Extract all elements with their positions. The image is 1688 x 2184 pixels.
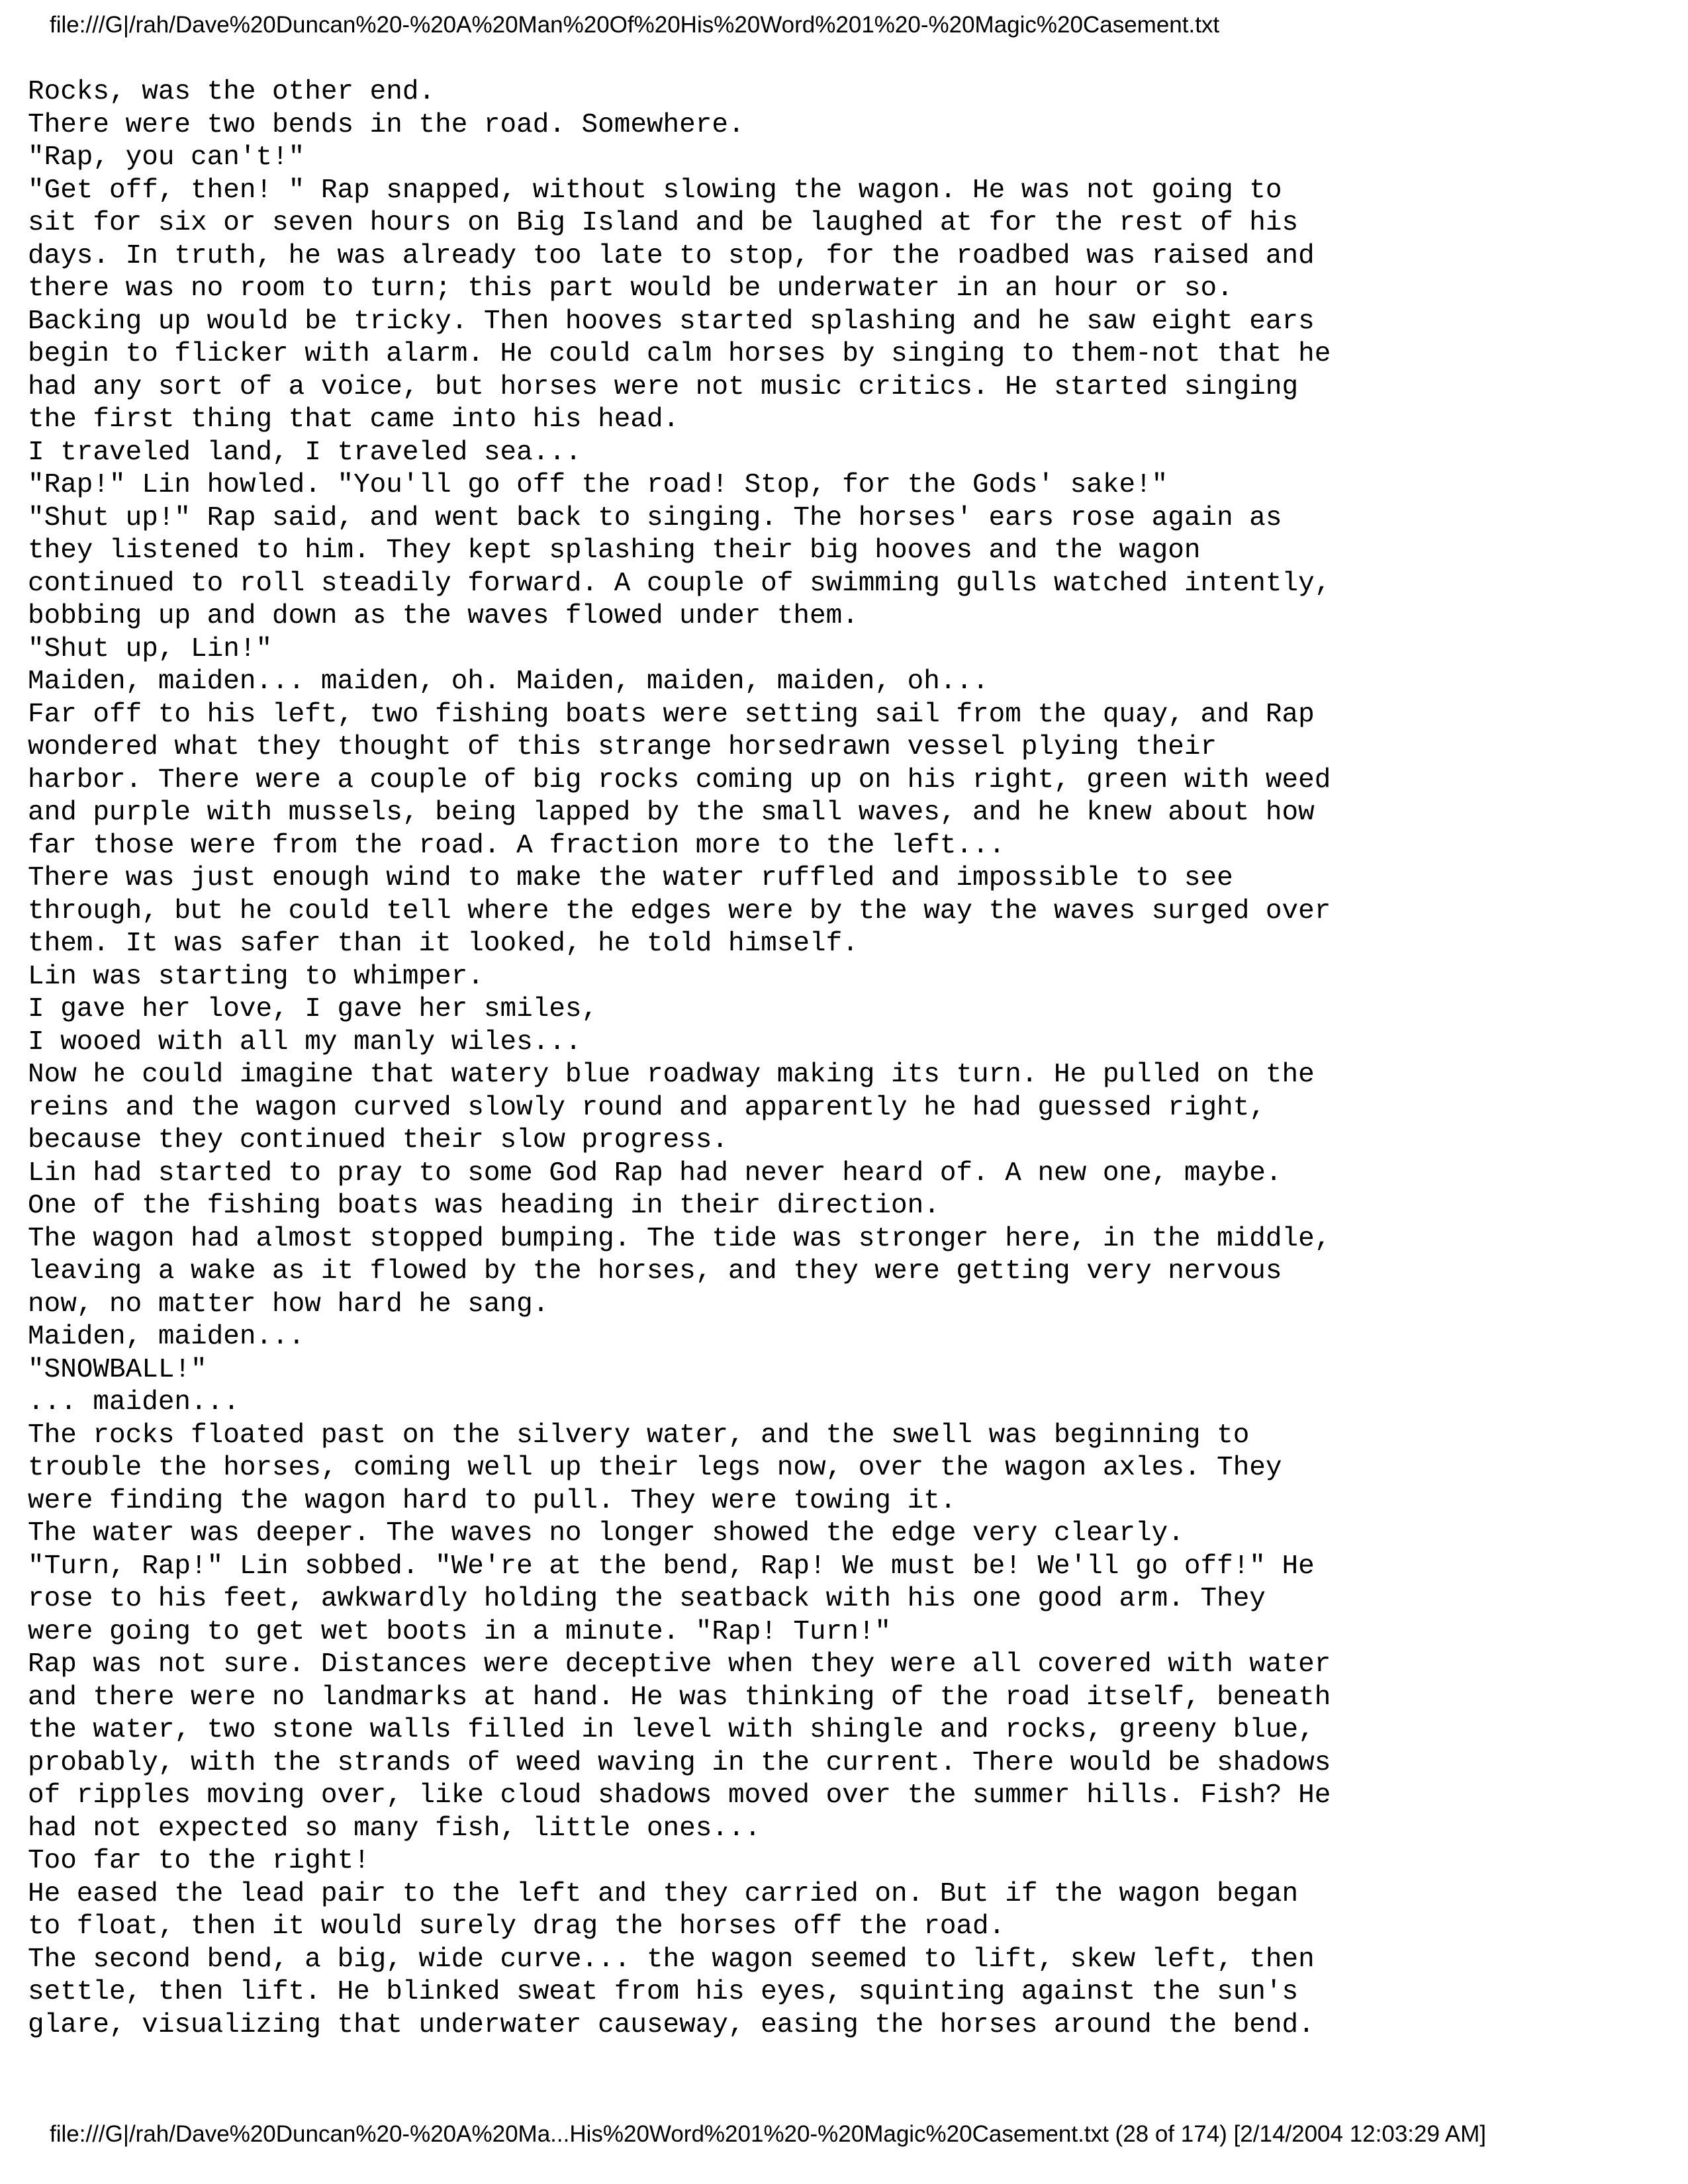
text-line: reins and the wagon curved slowly round and apparently he had guessed right, [28,1092,1266,1123]
text-line: Too far to the right! [28,1846,370,1876]
text-line: settle, then lift. He blinked sweat from his eyes, squinting against the sun's [28,1977,1299,2007]
text-line: the water, two stone walls filled in level with shingle and rocks, greeny blue, [28,1715,1315,1745]
text-line: There was just enough wind to make the water ruffled and impossible to see [28,863,1233,893]
text-line: "Rap!" Lin howled. "You'll go off the road! Stop, for the Gods' sake!" [28,470,1168,500]
text-line: and purple with mussels, being lapped by the small waves, and he knew about how [28,797,1315,828]
document-text [28,76,1331,2042]
text-line: "Get off, then! " Rap snapped, without slowing the wagon. He was not going to [28,175,1282,206]
text-line: One of the fishing boats was heading in their direction. [28,1191,940,1221]
text-line: I gave her love, I gave her smiles, [28,994,598,1024]
text-line: "Shut up, Lin!" [28,633,273,664]
text-line: Maiden, maiden... maiden, oh. Maiden, maiden, maiden, oh... [28,666,989,697]
text-line: to float, then it would surely drag the horses off the road. [28,1911,1006,1942]
text-line: were finding the wagon hard to pull. They were towing it. [28,1485,957,1516]
text-line: The rocks floated past on the silvery water, and the swell was beginning to [28,1420,1250,1451]
text-line: I wooed with all my manly wiles... [28,1026,582,1058]
text-line: harbor. There were a couple of big rocks coming up on his right, green with weed [28,764,1331,796]
text-line: Lin had started to pray to some God Rap had never heard of. A new one, maybe. [28,1158,1282,1189]
text-line: Backing up would be tricky. Then hooves started splashing and he saw eight ears [28,306,1315,337]
text-line: through, but he could tell where the edges were by the way the waves surged over [28,895,1331,927]
text-line: The water was deeper. The waves no longer showed the edge very clearly. [28,1518,1184,1549]
text-line: "Turn, Rap!" Lin sobbed. "We're at the bend, Rap! We must be! We'll go off!" He [28,1551,1315,1582]
text-line: "Rap, you can't!" [28,142,305,173]
text-line: days. In truth, he was already too late to stop, for the roadbed was raised and [28,240,1315,271]
text-line: now, no matter how hard he sang. [28,1289,549,1320]
text-line: Maiden, maiden... [28,1322,305,1352]
text-line: Now he could imagine that watery blue roadway making its turn. He pulled on the [28,1060,1315,1090]
text-line: ... maiden... [28,1387,240,1418]
text-line: Lin was starting to whimper. [28,961,484,992]
text-line: leaving a wake as it flowed by the horses, and they were getting very nervous [28,1256,1282,1287]
text-line: "Shut up!" Rap said, and went back to singing. The horses' ears rose again as [28,502,1282,533]
text-line: rose to his feet, awkwardly holding the seatback with his one good arm. They [28,1584,1266,1614]
text-line: of ripples moving over, like cloud shadows moved over the summer hills. Fish? He [28,1780,1331,1811]
text-line: because they continued their slow progress. [28,1125,728,1156]
text-line: and there were no landmarks at hand. He was thinking of the road itself, beneath [28,1682,1331,1713]
text-line: trouble the horses, coming well up their legs now, over the wagon axles. They [28,1453,1282,1483]
text-line: they listened to him. They kept splashing their big hooves and the wagon [28,535,1201,566]
text-line: wondered what they thought of this strange horsedrawn vessel plying their [28,732,1217,762]
footer-timestamp: [2/14/2004 12:03:29 AM] [1233,2121,1486,2147]
text-line: bobbing up and down as the waves flowed under them. [28,601,859,631]
text-line: He eased the lead pair to the left and they carried on. But if the wagon began [28,1878,1299,1909]
text-line: The wagon had almost stopped bumping. The tide was stronger here, in the middle, [28,1223,1331,1254]
text-line: there was no room to turn; this part would be underwater in an hour or so. [28,273,1233,304]
footer-path: file:///G|/rah/Dave%20Duncan%20-%20A%20Ma...His%20Word%201%20-%20Magic%20Casement.txt [50,2121,1109,2147]
text-line: Rocks, was the other end. [28,77,436,107]
text-line: There were two bends in the road. Somewhere. [28,109,745,140]
text-line: probably, with the strands of weed waving in the current. There would be shadows [28,1747,1331,1778]
text-line: continued to roll steadily forward. A couple of swimming gulls watched intently, [28,568,1331,599]
text-line: I traveled land, I traveled sea... [28,437,582,468]
text-line: Far off to his left, two fishing boats were setting sail from the quay, and Rap [28,699,1315,730]
text-line: had not expected so many fish, little ones... [28,1813,761,1844]
text-line: The second bend, a big, wide curve... the wagon seemed to lift, skew left, then [28,1944,1315,1975]
text-line: "SNOWBALL!" [28,1354,207,1385]
text-line: sit for six or seven hours on Big Island and be laughed at for the rest of his [28,208,1299,238]
text-line: begin to flicker with alarm. He could calm horses by singing to them-not that he [28,339,1331,369]
text-line: had any sort of a voice, but horses were not music critics. He started singing [28,371,1299,402]
page-header-path: file:///G|/rah/Dave%20Duncan%20-%20A%20Man%20Of%20His%20Word%201%20-%20Magic%20Casement.txt [50,12,1220,38]
text-line: them. It was safer than it looked, he told himself. [28,929,859,959]
footer-page-info: (28 of 174) [1115,2121,1227,2147]
text-line: far those were from the road. A fraction more to the left... [28,830,1006,861]
text-line: glare, visualizing that underwater causeway, easing the horses around the bend. [28,2009,1315,2040]
text-line: were going to get wet boots in a minute. "Rap! Turn!" [28,1616,892,1647]
page-footer [50,2121,1486,2148]
text-line: Rap was not sure. Distances were deceptive when they were all covered with water [28,1649,1331,1680]
text-line: the first thing that came into his head. [28,404,680,435]
